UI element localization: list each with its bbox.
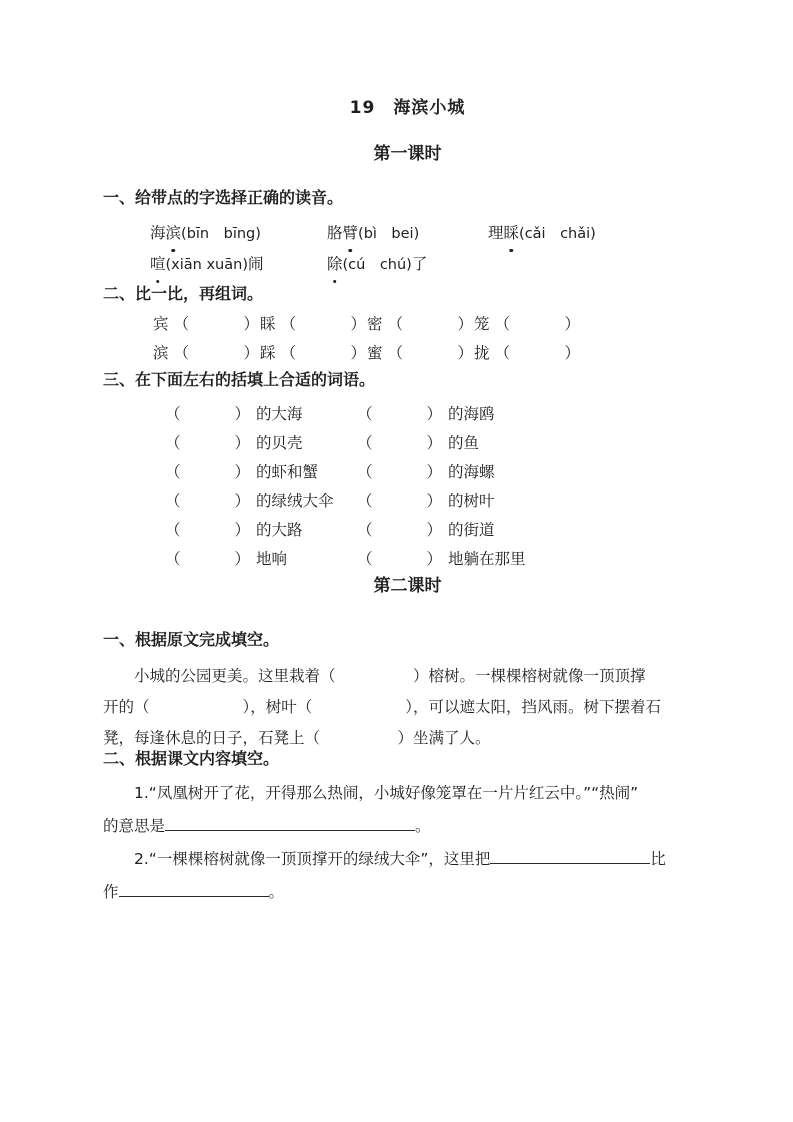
word-blank-group: 宾 （ ）	[153, 310, 259, 339]
open-paren: （	[494, 344, 511, 362]
phrase-cell: （ ） 的街道	[357, 516, 495, 545]
answer-blank	[165, 816, 415, 831]
pinyin-options: (xiān xuān)	[165, 257, 248, 273]
close-paren: ）	[234, 405, 251, 423]
s2-q1-body	[103, 661, 676, 754]
close-paren: ）	[457, 344, 473, 362]
open-paren: （	[173, 315, 190, 333]
question-line: 的意思是 。	[103, 817, 431, 835]
phrase-row	[165, 429, 676, 458]
phrase-cell: （ ） 的树叶	[357, 487, 495, 516]
close-paren: ）	[234, 521, 251, 539]
pinyin-item-haibin: 海滨(bīn bīng)	[150, 218, 327, 249]
fill-paragraph-line: 凳，每逢休息的日子，石凳上（ ）坐满了人。	[103, 729, 491, 747]
s1-q2-body	[103, 310, 676, 368]
worksheet-content	[103, 0, 676, 909]
open-paren: （	[165, 521, 181, 539]
open-paren: （	[165, 434, 181, 452]
pinyin-options: (bīn bīng)	[181, 226, 261, 242]
phrase-cell: （ ） 的大路	[165, 516, 357, 545]
doc-title: 19 海滨小城	[349, 98, 466, 118]
pinyin-item-gebei: 胳臂(bì bei)	[327, 218, 488, 249]
question-line: 1.“凤凰树开了花，开得那么热闹，小城好像笼罩在一片片红云中。”“热闹”	[134, 784, 639, 802]
open-paren: （	[494, 315, 511, 333]
pinyin-item-xuannao: 喧(xiān xuān)闹	[150, 249, 327, 280]
open-paren: （	[165, 492, 181, 510]
s2-q2-body	[103, 777, 676, 909]
phrase-row	[165, 516, 676, 545]
question-line: 2.“一棵棵榕树就像一顶顶撑开的绿绒大伞”，这里把 比	[134, 850, 666, 868]
phrase-row	[165, 400, 676, 429]
word-blank-group: 踩 （ ）	[260, 339, 366, 368]
answer-blank	[119, 882, 269, 897]
phrase-cell: （ ） 的虾和蟹	[165, 458, 357, 487]
phrase-row	[165, 545, 676, 574]
close-paren: ）	[234, 550, 251, 568]
pinyin-item-licai: 理睬(cǎi chǎi)	[488, 218, 596, 249]
word-blank-group: 蜜 （ ）	[367, 339, 473, 368]
close-paren: ）	[234, 492, 251, 510]
close-paren: ）	[457, 315, 473, 333]
phrase-cell: （ ） 的大海	[165, 400, 357, 429]
session1-heading: 第一课时	[373, 144, 442, 164]
pinyin-item-chule: 除(cú chú)了	[327, 249, 427, 280]
word-blank-group: 拢 （ ）	[474, 339, 580, 368]
s1-q3-body	[103, 400, 676, 574]
close-paren: ）	[234, 434, 251, 452]
close-paren: ）	[426, 521, 443, 539]
phrase-cell: （ ） 的鱼	[357, 429, 479, 458]
open-paren: （	[357, 434, 373, 452]
word-group-row-1	[153, 310, 676, 339]
open-paren: （	[173, 344, 190, 362]
dotted-char: 睬	[504, 218, 520, 248]
word-blank-group: 睬 （ ）	[260, 310, 366, 339]
close-paren: ）	[564, 315, 580, 333]
s2-q2-heading: 二、根据课文内容填空。	[103, 749, 280, 768]
open-paren: （	[357, 492, 373, 510]
s1-q1-body	[103, 218, 676, 280]
phrase-row	[165, 458, 676, 487]
open-paren: （	[280, 344, 297, 362]
answer-blank	[490, 849, 650, 864]
s1-q3-heading: 三、在下面左右的括填上合适的词语。	[103, 370, 376, 389]
pinyin-options: (cú chú)	[342, 257, 412, 273]
word-blank-group: 密 （ ）	[367, 310, 473, 339]
word-group-row-2	[153, 339, 676, 368]
session2-heading: 第二课时	[373, 576, 442, 596]
close-paren: ）	[426, 434, 443, 452]
close-paren: ）	[426, 492, 443, 510]
phrase-row	[165, 487, 676, 516]
pinyin-options: (bì bei)	[358, 226, 420, 242]
open-paren: （	[357, 463, 373, 481]
close-paren: ）	[350, 315, 366, 333]
s1-q1-heading: 一、给带点的字选择正确的读音。	[103, 188, 344, 207]
s2-q1-heading: 一、根据原文完成填空。	[103, 630, 280, 649]
dotted-char: 除	[327, 249, 343, 279]
fill-paragraph-line: 开的（ ），树叶（ ），可以遮太阳，挡风雨。树下摆着石	[103, 698, 662, 716]
fill-paragraph-line: 小城的公园更美。这里栽着（ ）榕树。一棵棵榕树就像一顶顶撑	[134, 667, 646, 685]
phrase-cell: （ ） 的海鸥	[357, 400, 495, 429]
dotted-char: 喧	[150, 249, 166, 279]
close-paren: ）	[426, 463, 443, 481]
open-paren: （	[165, 550, 181, 568]
phrase-cell: （ ） 地躺在那里	[357, 545, 526, 574]
pinyin-row-1	[150, 218, 676, 249]
close-paren: ）	[243, 315, 259, 333]
open-paren: （	[357, 521, 373, 539]
dotted-char: 滨	[166, 218, 182, 248]
open-paren: （	[387, 315, 404, 333]
open-paren: （	[357, 405, 373, 423]
word-blank-group: 滨 （ ）	[153, 339, 259, 368]
phrase-cell: （ ） 的海螺	[357, 458, 495, 487]
dotted-char: 臂	[343, 218, 359, 248]
close-paren: ）	[564, 344, 580, 362]
close-paren: ）	[350, 344, 366, 362]
open-paren: （	[357, 550, 373, 568]
phrase-cell: （ ） 的绿绒大伞	[165, 487, 357, 516]
open-paren: （	[165, 405, 181, 423]
close-paren: ）	[426, 405, 443, 423]
phrase-cell: （ ） 地响	[165, 545, 357, 574]
open-paren: （	[387, 344, 404, 362]
s1-q2-heading: 二、比一比，再组词。	[103, 284, 264, 303]
open-paren: （	[165, 463, 181, 481]
close-paren: ）	[234, 463, 251, 481]
close-paren: ）	[243, 344, 259, 362]
open-paren: （	[280, 315, 297, 333]
question-line: 作 。	[103, 883, 285, 901]
pinyin-row-2	[150, 249, 676, 280]
pinyin-options: (cǎi chǎi)	[519, 226, 596, 242]
close-paren: ）	[426, 550, 443, 568]
word-blank-group: 笼 （ ）	[474, 310, 580, 339]
phrase-cell: （ ） 的贝壳	[165, 429, 357, 458]
